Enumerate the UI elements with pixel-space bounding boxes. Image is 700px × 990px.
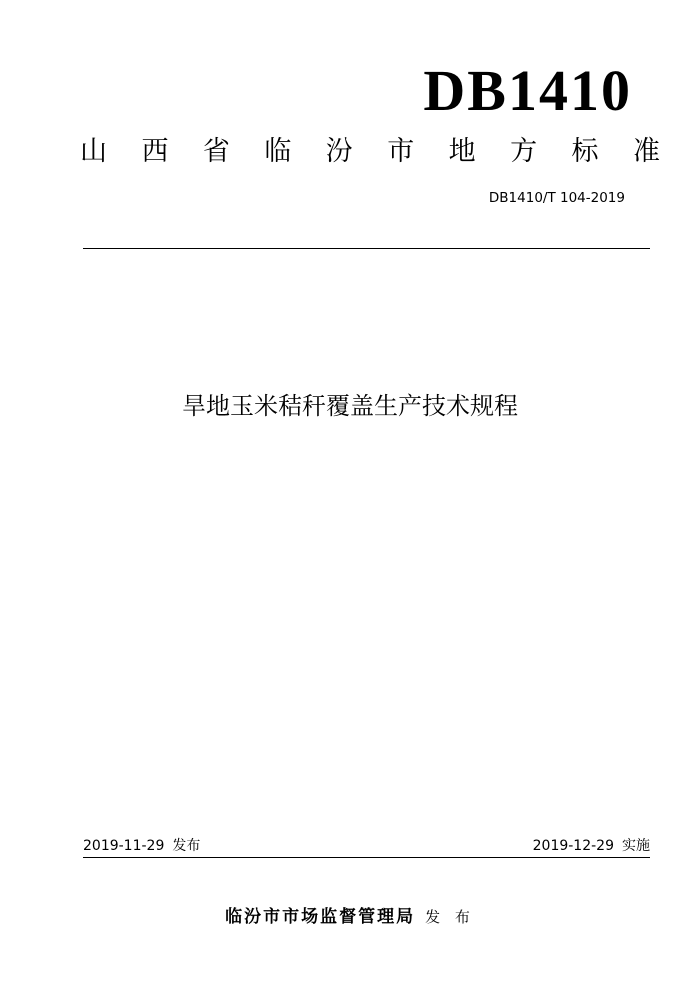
- standard-category-char: 方: [510, 136, 538, 167]
- standard-category-char: 汾: [325, 136, 353, 167]
- standard-code: DB1410: [423, 58, 632, 123]
- standard-category-char: 地: [448, 136, 476, 167]
- issue-label: 发布: [172, 838, 201, 854]
- standard-category: [80, 138, 660, 165]
- publisher-label: 发 布: [425, 908, 475, 926]
- implement-date-line: [533, 839, 650, 853]
- implement-label: 实施: [622, 838, 650, 854]
- standard-category-char: 省: [202, 136, 230, 167]
- issue-date: 2019-11-29: [83, 838, 165, 854]
- standard-category-char: 临: [264, 136, 292, 167]
- document-title: 旱地玉米秸秆覆盖生产技术规程: [182, 392, 518, 420]
- standard-category-char: 标: [571, 136, 599, 167]
- standard-number: DB1410/T 104-2019: [488, 190, 625, 206]
- publisher-line: [0, 909, 700, 926]
- top-divider: [83, 248, 650, 249]
- issue-date-line: [83, 839, 200, 853]
- standard-category-char: 西: [141, 136, 169, 167]
- standard-category-char: 准: [632, 136, 660, 167]
- publisher-org: 临汾市市场监督管理局: [225, 907, 416, 927]
- bottom-divider: [83, 857, 650, 858]
- standard-category-char: 山: [80, 136, 107, 167]
- implement-date: 2019-12-29: [532, 838, 614, 854]
- standard-category-char: 市: [387, 136, 415, 167]
